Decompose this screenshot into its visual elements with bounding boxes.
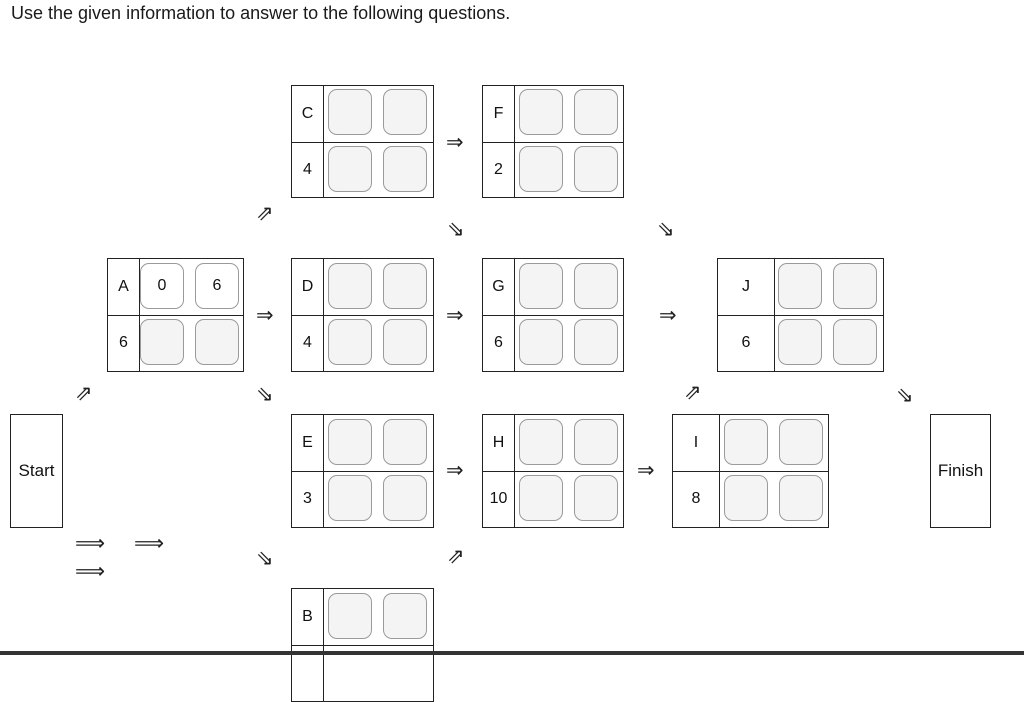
early-start-slot[interactable] bbox=[519, 263, 563, 309]
activity-node-f bbox=[482, 85, 624, 198]
early-finish-slot[interactable] bbox=[779, 419, 823, 465]
early-finish-slot[interactable] bbox=[383, 89, 427, 135]
early-start-slot[interactable]: 0 bbox=[140, 263, 184, 309]
activity-duration: 4 bbox=[303, 334, 312, 351]
activity-node-i bbox=[672, 414, 829, 528]
activity-node-a bbox=[107, 258, 244, 372]
early-start-slot[interactable] bbox=[519, 89, 563, 135]
early-finish-slot[interactable] bbox=[574, 263, 618, 309]
late-finish-slot[interactable] bbox=[574, 319, 618, 365]
late-finish-slot[interactable] bbox=[383, 475, 427, 521]
arrow-e-icon: ⇒ bbox=[659, 304, 677, 327]
activity-node-j bbox=[717, 258, 884, 372]
arrow-ne-icon: ⇗ bbox=[256, 202, 274, 225]
arrow-long-e-icon: ⟹ bbox=[75, 560, 106, 583]
activity-letter: E bbox=[302, 434, 313, 451]
late-start-slot[interactable] bbox=[328, 475, 372, 521]
activity-duration: 2 bbox=[494, 161, 503, 178]
late-finish-slot[interactable] bbox=[574, 146, 618, 192]
early-finish-slot[interactable]: 6 bbox=[195, 263, 239, 309]
late-start-slot[interactable] bbox=[328, 319, 372, 365]
arrow-e-icon: ⇒ bbox=[446, 304, 464, 327]
late-start-slot[interactable] bbox=[519, 146, 563, 192]
activity-letter: F bbox=[493, 105, 504, 122]
early-finish-slot[interactable] bbox=[383, 593, 427, 639]
activity-letter: I bbox=[693, 434, 699, 451]
early-finish-slot[interactable] bbox=[833, 263, 877, 309]
arrow-long-e-icon: ⟹ bbox=[75, 532, 106, 555]
early-finish-slot[interactable] bbox=[383, 419, 427, 465]
activity-letter: G bbox=[492, 278, 505, 295]
late-start-slot[interactable] bbox=[140, 319, 184, 365]
early-finish-slot[interactable] bbox=[383, 263, 427, 309]
activity-letter: B bbox=[302, 608, 313, 625]
activity-node-d bbox=[291, 258, 434, 372]
activity-duration: 8 bbox=[691, 490, 701, 507]
instruction-text: Use the given information to answer to the following questions. bbox=[11, 3, 511, 23]
start-node: Start bbox=[10, 414, 63, 528]
arrow-se-icon: ⇘ bbox=[256, 383, 274, 406]
late-finish-slot[interactable] bbox=[574, 475, 618, 521]
late-start-slot[interactable] bbox=[724, 475, 768, 521]
activity-node-h bbox=[482, 414, 624, 528]
early-start-slot[interactable] bbox=[328, 89, 372, 135]
activity-duration: 3 bbox=[303, 490, 312, 507]
early-finish-slot[interactable] bbox=[574, 419, 618, 465]
activity-duration: 10 bbox=[489, 490, 508, 507]
activity-node-e bbox=[291, 414, 434, 528]
activity-duration: 6 bbox=[494, 334, 503, 351]
activity-duration: 4 bbox=[303, 161, 312, 178]
arrow-se-icon: ⇘ bbox=[447, 218, 465, 241]
late-finish-slot[interactable] bbox=[779, 475, 823, 521]
arrow-se-icon: ⇘ bbox=[657, 218, 675, 241]
activity-node-c bbox=[291, 85, 434, 198]
activity-duration: 6 bbox=[741, 334, 751, 351]
late-finish-slot[interactable] bbox=[833, 319, 877, 365]
late-finish-slot[interactable] bbox=[383, 146, 427, 192]
activity-letter: H bbox=[492, 434, 505, 451]
early-start-slot[interactable] bbox=[724, 419, 768, 465]
late-finish-slot[interactable] bbox=[195, 319, 239, 365]
late-finish-slot[interactable] bbox=[383, 319, 427, 365]
arrow-e-icon: ⇒ bbox=[446, 459, 464, 482]
activity-letter: C bbox=[301, 105, 314, 122]
bottom-divider bbox=[0, 651, 1024, 655]
arrow-ne-icon: ⇗ bbox=[75, 382, 93, 405]
early-start-slot[interactable] bbox=[328, 419, 372, 465]
arrow-ne-icon: ⇗ bbox=[684, 381, 702, 404]
arrow-se-icon: ⇘ bbox=[256, 547, 274, 570]
late-start-slot[interactable] bbox=[778, 319, 822, 365]
activity-letter: D bbox=[301, 278, 314, 295]
activity-letter: J bbox=[742, 278, 750, 295]
arrow-se-icon: ⇘ bbox=[896, 384, 914, 407]
activity-letter: A bbox=[118, 278, 129, 295]
early-start-slot[interactable] bbox=[328, 263, 372, 309]
early-start-slot[interactable] bbox=[328, 593, 372, 639]
arrow-e-icon: ⇒ bbox=[446, 131, 464, 154]
late-start-slot[interactable] bbox=[519, 475, 563, 521]
finish-node: Finish bbox=[930, 414, 991, 528]
activity-duration: 6 bbox=[119, 334, 128, 351]
arrow-e-icon: ⇒ bbox=[256, 304, 274, 327]
activity-node-g bbox=[482, 258, 624, 372]
activity-node-b bbox=[291, 588, 434, 702]
late-start-slot[interactable] bbox=[328, 146, 372, 192]
early-start-slot[interactable] bbox=[778, 263, 822, 309]
arrow-ne-icon: ⇗ bbox=[447, 545, 465, 568]
early-start-slot[interactable] bbox=[519, 419, 563, 465]
late-start-slot[interactable] bbox=[519, 319, 563, 365]
arrow-e-icon: ⇒ bbox=[637, 459, 655, 482]
arrow-long-e-icon: ⟹ bbox=[134, 532, 165, 555]
early-finish-slot[interactable] bbox=[574, 89, 618, 135]
